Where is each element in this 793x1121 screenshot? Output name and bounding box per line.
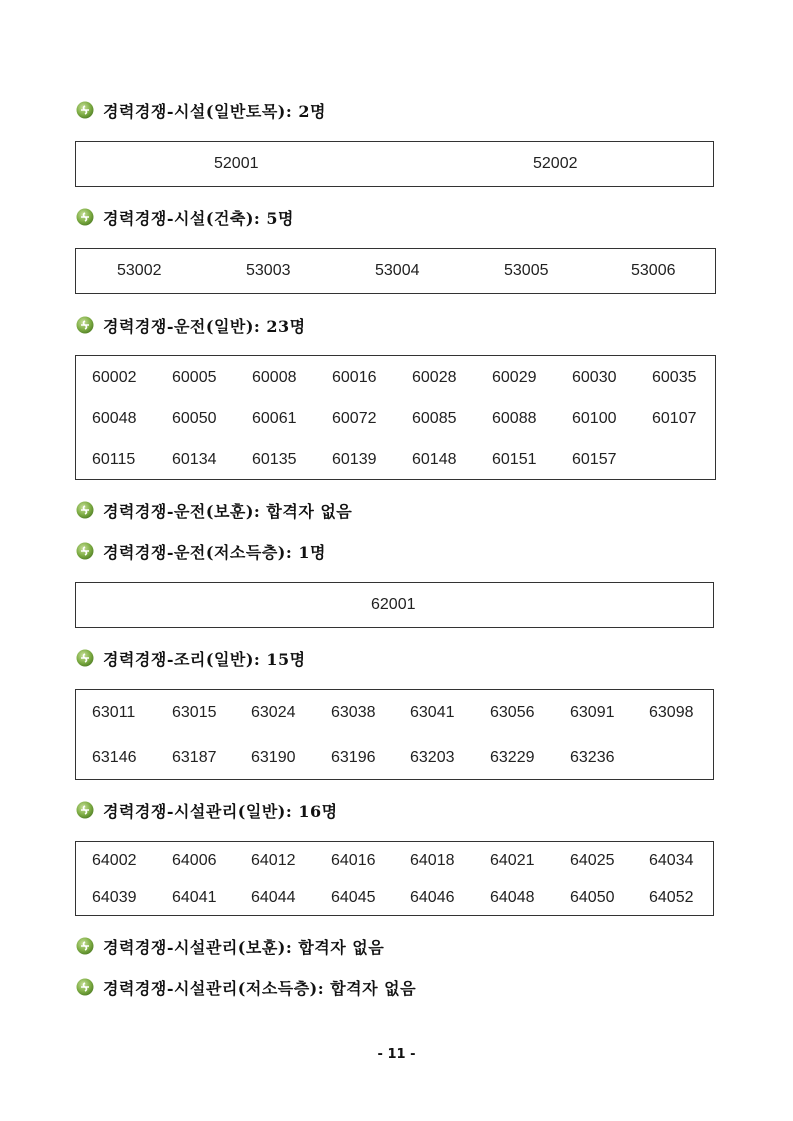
green-circle-bullet-icon (76, 542, 94, 560)
candidate-number: 63190 (251, 749, 296, 766)
number-row (76, 747, 713, 769)
green-circle-bullet-icon (76, 101, 94, 119)
candidate-number: 64052 (649, 889, 694, 906)
candidate-number: 60002 (92, 369, 137, 386)
green-circle-bullet-icon (76, 937, 94, 955)
candidate-number: 63229 (490, 749, 535, 766)
candidate-number: 64002 (92, 852, 137, 869)
candidate-number: 63056 (490, 704, 535, 721)
green-circle-bullet-icon (76, 208, 94, 226)
candidate-number: 64012 (251, 852, 296, 869)
number-row (76, 887, 713, 909)
section-heading (76, 314, 306, 336)
section-heading (76, 935, 384, 957)
candidate-number: 53006 (631, 262, 676, 279)
candidate-number: 62001 (371, 596, 416, 613)
section-heading (76, 540, 326, 562)
candidate-number: 64034 (649, 852, 694, 869)
candidate-number: 63203 (410, 749, 455, 766)
candidate-number: 60048 (92, 410, 137, 427)
section-heading (76, 647, 306, 669)
number-row (76, 153, 713, 175)
green-circle-bullet-icon (76, 501, 94, 519)
number-row (76, 408, 715, 430)
candidate-number: 64045 (331, 889, 376, 906)
candidate-number: 63091 (570, 704, 615, 721)
number-box (75, 248, 716, 294)
candidate-number: 64025 (570, 852, 615, 869)
number-box (75, 582, 714, 628)
candidate-number: 64018 (410, 852, 455, 869)
candidate-number: 64048 (490, 889, 535, 906)
candidate-number: 64041 (172, 889, 217, 906)
number-row (76, 594, 713, 616)
candidate-number: 63015 (172, 704, 217, 721)
number-box (75, 355, 716, 480)
section-title: 경력경쟁-시설(일반토목): 2명 (103, 101, 326, 121)
number-row (76, 449, 715, 471)
candidate-number: 53003 (246, 262, 291, 279)
candidate-number: 63098 (649, 704, 694, 721)
candidate-number: 60135 (252, 451, 297, 468)
candidate-number: 64016 (331, 852, 376, 869)
section-title: 경력경쟁-시설(건축): 5명 (103, 208, 294, 228)
section-title: 경력경쟁-운전(저소득층): 1명 (103, 542, 326, 562)
candidate-number: 60028 (412, 369, 457, 386)
section-heading (76, 206, 294, 228)
number-box (75, 141, 714, 187)
candidate-number: 60085 (412, 410, 457, 427)
candidate-number: 63196 (331, 749, 376, 766)
candidate-number: 60005 (172, 369, 217, 386)
candidate-number: 60148 (412, 451, 457, 468)
candidate-number: 64050 (570, 889, 615, 906)
candidate-number: 60115 (92, 451, 136, 468)
candidate-number: 60008 (252, 369, 297, 386)
candidate-number: 60030 (572, 369, 617, 386)
candidate-number: 63041 (410, 704, 455, 721)
section-title: 경력경쟁-시설관리(일반): 16명 (103, 801, 338, 821)
candidate-number: 60029 (492, 369, 537, 386)
green-circle-bullet-icon (76, 978, 94, 996)
number-row (76, 367, 715, 389)
section-title: 경력경쟁-운전(일반): 23명 (103, 316, 306, 336)
number-row (76, 850, 713, 872)
section-title: 경력경쟁-시설관리(저소득층): 합격자 없음 (103, 978, 417, 998)
number-row (76, 702, 713, 724)
candidate-number: 63038 (331, 704, 376, 721)
section-title: 경력경쟁-시설관리(보훈): 합격자 없음 (103, 937, 385, 957)
candidate-number: 63187 (172, 749, 217, 766)
candidate-number: 64044 (251, 889, 296, 906)
candidate-number: 53002 (117, 262, 162, 279)
section-heading (76, 99, 326, 121)
section-title: 경력경쟁-조리(일반): 15명 (103, 649, 306, 669)
candidate-number: 63024 (251, 704, 296, 721)
number-box (75, 841, 714, 916)
green-circle-bullet-icon (76, 649, 94, 667)
candidate-number: 60016 (332, 369, 377, 386)
candidate-number: 53004 (375, 262, 420, 279)
candidate-number: 60035 (652, 369, 697, 386)
section-heading (76, 499, 352, 521)
candidate-number: 53005 (504, 262, 549, 279)
section-heading (76, 799, 338, 821)
candidate-number: 60107 (652, 410, 697, 427)
candidate-number: 60050 (172, 410, 217, 427)
number-box (75, 689, 714, 780)
candidate-number: 60151 (492, 451, 537, 468)
candidate-number: 64039 (92, 889, 137, 906)
candidate-number: 63011 (92, 704, 136, 721)
section-title: 경력경쟁-운전(보훈): 합격자 없음 (103, 501, 353, 521)
section-heading (76, 976, 416, 998)
candidate-number: 52002 (533, 155, 578, 172)
candidate-number: 60088 (492, 410, 537, 427)
candidate-number: 60139 (332, 451, 377, 468)
green-circle-bullet-icon (76, 316, 94, 334)
number-row (76, 260, 715, 282)
candidate-number: 63236 (570, 749, 615, 766)
candidate-number: 60157 (572, 451, 617, 468)
candidate-number: 52001 (214, 155, 259, 172)
green-circle-bullet-icon (76, 801, 94, 819)
candidate-number: 60134 (172, 451, 217, 468)
candidate-number: 63146 (92, 749, 137, 766)
candidate-number: 60072 (332, 410, 377, 427)
candidate-number: 64006 (172, 852, 217, 869)
candidate-number: 60100 (572, 410, 617, 427)
candidate-number: 64046 (410, 889, 455, 906)
candidate-number: 60061 (252, 410, 297, 427)
page-number: - 11 - (377, 1047, 416, 1062)
candidate-number: 64021 (490, 852, 535, 869)
